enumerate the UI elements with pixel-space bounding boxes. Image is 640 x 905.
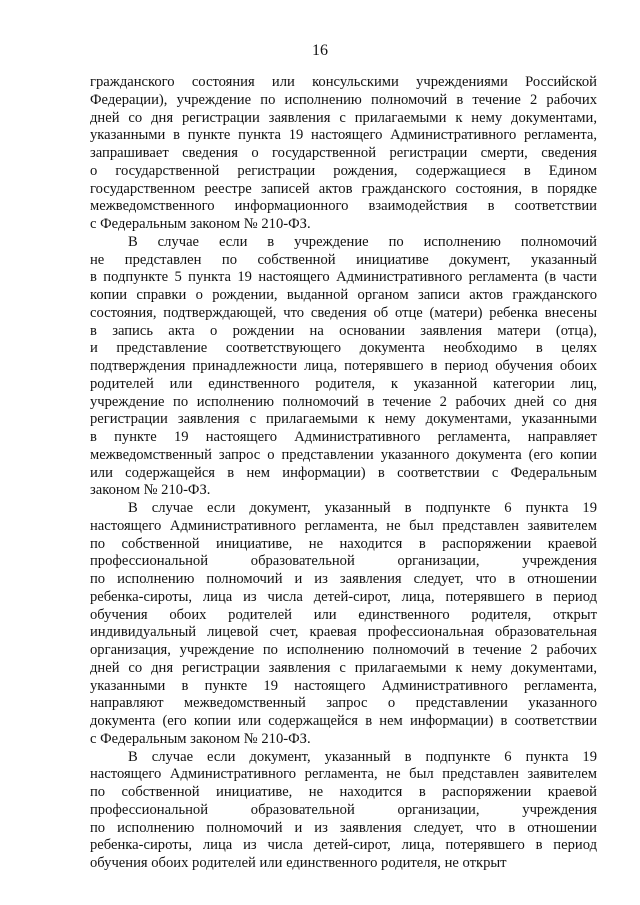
text-line: по собственной инициативе, не находится в распоряжении краевой (90, 784, 597, 800)
text-line: гражданского состояния или консульскими учреждениями Российской (90, 74, 597, 90)
text-line: профессиональной образовательной организации, учреждения (90, 553, 597, 570)
text-line: обучения обоих родителей или единственного родителя, не открыт (90, 855, 507, 871)
text-line: подтверждения принадлежности лица, потерявшего в период обучения обоих (90, 358, 597, 374)
text-line: настоящего Административного регламента, не был представлен заявителем (90, 766, 597, 783)
text-line: настоящего Административного регламента, не был представлен заявителем (90, 517, 597, 534)
text-line: межведомственный запрос о представлении указанного документа (его копии (90, 446, 597, 463)
text-line: указанными в пункте 19 настоящего Административного регламента, (90, 677, 597, 694)
text-line: в подпункте 5 пункта 19 настоящего Административного регламента (в части (90, 269, 597, 286)
text-line: ребенка-сироты, лица из числа детей-сирот, лица, потерявшего в период (90, 837, 597, 854)
text-line: индивидуальный лицевой счет, краевая профессиональная образовательная (90, 624, 597, 641)
document-body (90, 74, 597, 873)
text-line: профессиональной образовательной организации, учреждения (90, 801, 597, 818)
text-line: организация, учреждение по исполнению полномочий в течение 2 рабочих (90, 642, 597, 658)
text-line: государственном реестре записей актов гражданского состояния, в порядке (90, 180, 597, 197)
paragraph (90, 74, 597, 234)
text-line: в пункте 19 настоящего Административного регламента, направляет (90, 429, 597, 445)
text-line: обучения обоих родителей или единственного родителя, открыт (90, 606, 597, 623)
text-line: состояния, подтверждающей, что сведения об отце (матери) ребенка внесены (90, 304, 597, 321)
text-line: по исполнению полномочий и из заявления следует, что в отношении (90, 819, 597, 836)
text-line: В случае если в учреждение по исполнению полномочий (128, 233, 597, 250)
text-line: В случае если документ, указанный в подпункте 6 пункта 19 (128, 500, 597, 516)
text-line: копии справки о рождении, выданной органом записи актов гражданского (90, 287, 597, 303)
text-line: регистрации заявления с прилагаемыми к нему документами, указанными (90, 411, 597, 428)
text-line: указанными в пункте пункта 19 настоящего Административного регламента, (90, 127, 597, 144)
text-line: дней со дня регистрации заявления с прилагаемыми к нему документами, (90, 659, 597, 676)
text-line: и представление соответствующего документа необходимо в целях (90, 340, 597, 357)
text-line: родителей или единственного родителя, к указанной категории лиц, (90, 375, 597, 392)
text-line: направляют межведомственный запрос о представлении указанного (90, 695, 597, 712)
paragraph (90, 749, 597, 873)
text-line: В случае если документ, указанный в подпункте 6 пункта 19 (128, 748, 597, 765)
paragraph (90, 500, 597, 749)
text-line: по собственной инициативе, не находится в распоряжении краевой (90, 535, 597, 552)
text-line: дней со дня регистрации заявления с прилагаемыми к нему документами, (90, 109, 597, 126)
text-line: документа (его копии или содержащейся в нем информации) в соответствии (90, 713, 597, 729)
text-line: не представлен по собственной инициативе документ, указанный (90, 251, 597, 268)
paragraph (90, 234, 597, 500)
text-line: с Федеральным законом № 210-ФЗ. (90, 730, 311, 747)
page-number: 16 (312, 42, 328, 59)
text-line: о государственной регистрации рождения, содержащиеся в Едином (90, 162, 597, 179)
text-line: ребенка-сироты, лица из числа детей-сирот, лица, потерявшего в период (90, 588, 597, 605)
text-line: межведомственного информационного взаимодействия в соответствии (90, 198, 597, 215)
text-line: учреждение по исполнению полномочий в течение 2 рабочих дней со дня (90, 393, 597, 410)
text-line: законом № 210-ФЗ. (90, 482, 211, 499)
text-line: Федерации), учреждение по исполнению полномочий в течение 2 рабочих (90, 91, 597, 108)
text-line: в запись акта о рождении на основании заявления матери (отца), (90, 322, 597, 339)
text-line: по исполнению полномочий и из заявления следует, что в отношении (90, 571, 597, 587)
text-line: запрашивает сведения о государственной регистрации смерти, сведения (90, 145, 597, 161)
text-line: или содержащейся в нем информации) в соответствии с Федеральным (90, 464, 597, 481)
text-line: с Федеральным законом № 210-ФЗ. (90, 216, 311, 232)
